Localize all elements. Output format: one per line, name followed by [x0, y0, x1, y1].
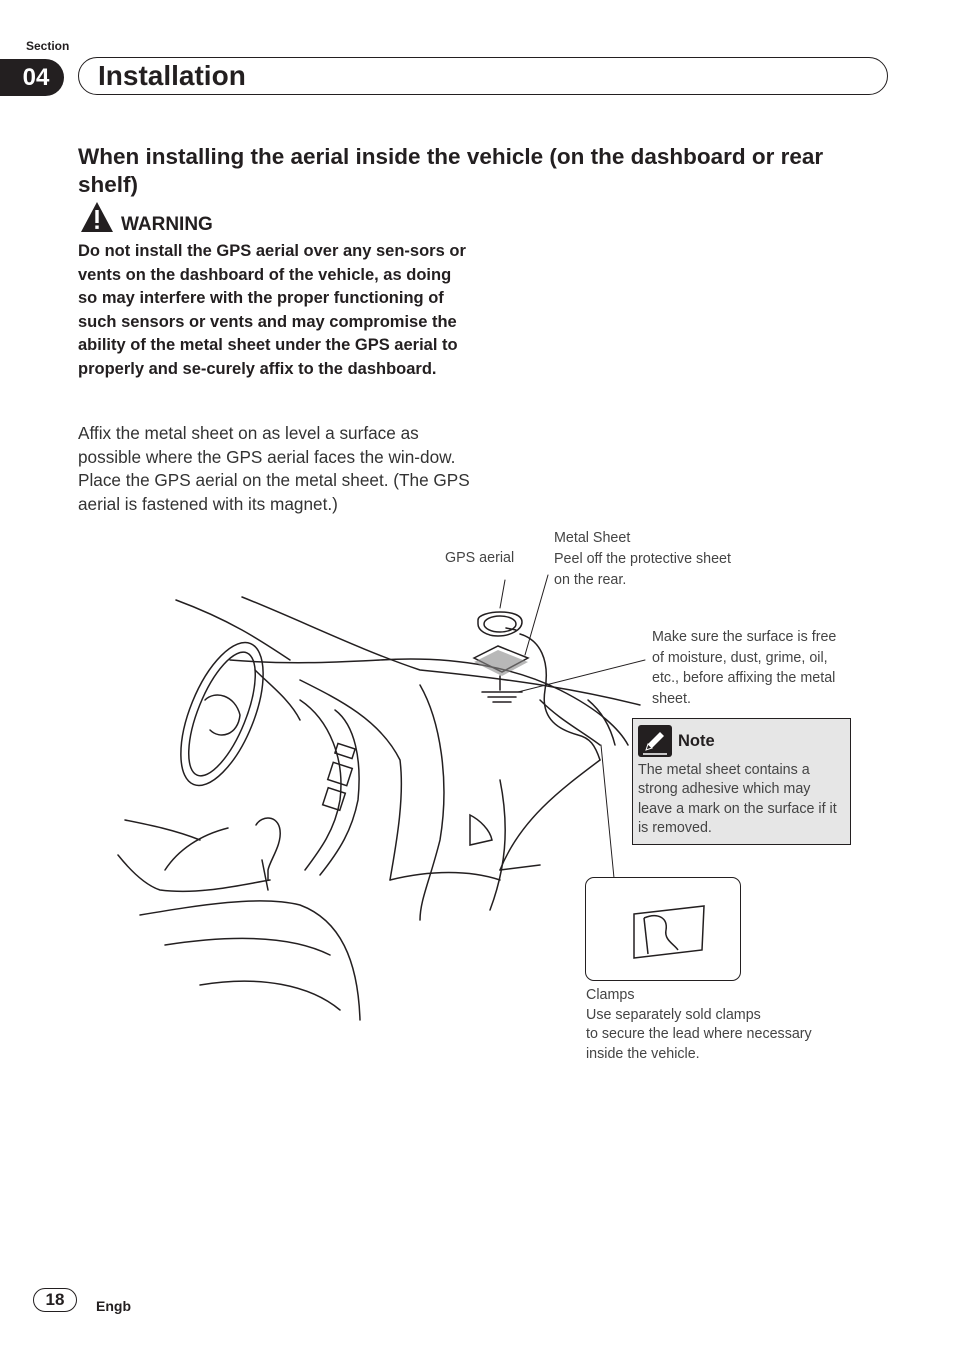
language-code: Engb [96, 1298, 131, 1314]
page-number: 18 [45, 1290, 65, 1309]
clamp-illustration [585, 877, 741, 981]
note-title: Note [678, 732, 715, 750]
page-title: Installation [98, 60, 246, 91]
warning-body: Do not install the GPS aerial over any sen-sors or vents on the dashboard of the vehicle, as doing so may interfere with the proper functioning of such sensors or vents and may compromise the ability of the metal sheet under the GPS aerial to properly and se-curely affix to the dashboard. [78, 242, 466, 378]
body-paragraph: Affix the metal sheet on as level a surface as possible where the GPS aerial faces the win-dow. Place the GPS aerial on the metal sheet. (The GPS aerial is fastened with its magnet.) [78, 423, 470, 514]
clamp-icon [586, 878, 742, 982]
metal-sheet-label: Metal Sheet Peel off the protective sheet on the rear. [554, 530, 731, 588]
surface-label: Make sure the surface is free of moisture, dust, grime, oil, etc., before affixing the metal sheet. [652, 629, 837, 707]
note-body: The metal sheet contains a strong adhesive which may leave a mark on the surface if it is removed. [638, 762, 837, 836]
gps-aerial-label: GPS aerial [445, 550, 515, 566]
warning-title: WARNING [121, 214, 213, 235]
section-label: Section [26, 39, 70, 53]
section-heading: When installing the aerial inside the vehicle (on the dashboard or rear shelf) [78, 144, 824, 197]
section-number-badge: 04 [0, 59, 64, 96]
pencil-note-icon [638, 725, 672, 757]
clamps-label: Clamps Use separately sold clamps to secure the lead where necessary inside the vehicle. [586, 987, 812, 1062]
